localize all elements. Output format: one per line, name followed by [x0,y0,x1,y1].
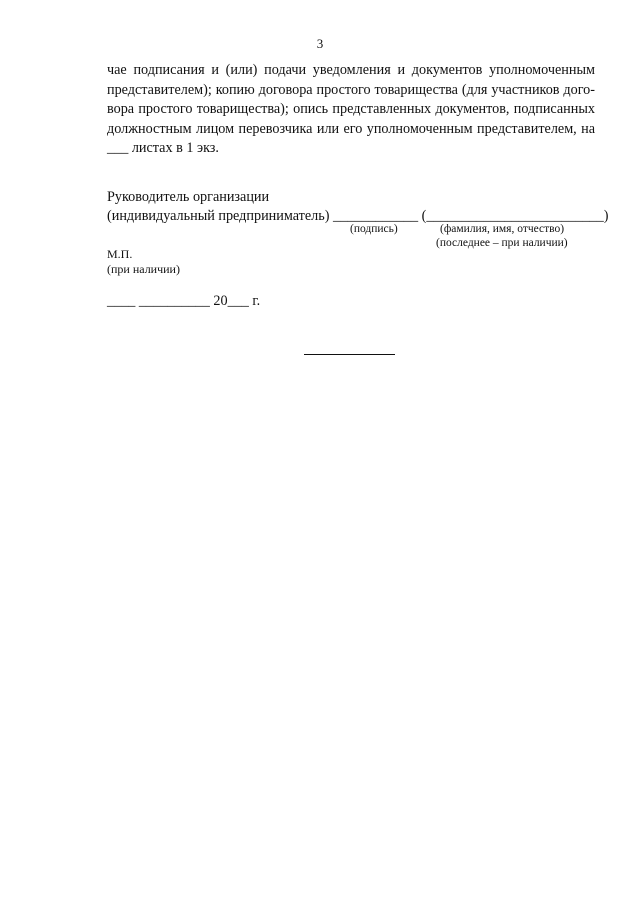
stamp-block [107,247,180,277]
signature-block [107,188,607,226]
end-of-document-rule [304,354,395,355]
body-paragraph [107,61,595,159]
signature-caption: (подпись) [350,223,398,235]
date-line: ____ __________ 20___ г. [107,293,261,309]
body-line-1: чае подписания и (или) подачи уведомления и документов уполномоченным [107,62,595,78]
page-number: 3 [316,36,324,51]
name-caption-note: (последнее – при наличии) [436,237,568,249]
signature-title: Руководитель организации [107,189,270,205]
signature-line: (индивидуальный предприниматель) ____________ (_________________________) [107,208,609,224]
body-line-5: ___ листах в 1 экз. [107,140,219,157]
stamp-note: (при наличии) [107,262,180,276]
body-line-2: представителем); копию договора простого товарищества (для участников дого- [107,81,595,98]
body-line-3: вора простого товарищества); опись представленных документов, подписанных [107,101,595,118]
name-caption: (фамилия, имя, отчество) [440,223,565,235]
body-line-4: должностным лицом перевозчика или его уполномоченным представителем, на [107,120,595,137]
stamp-label: М.П. [107,247,133,261]
